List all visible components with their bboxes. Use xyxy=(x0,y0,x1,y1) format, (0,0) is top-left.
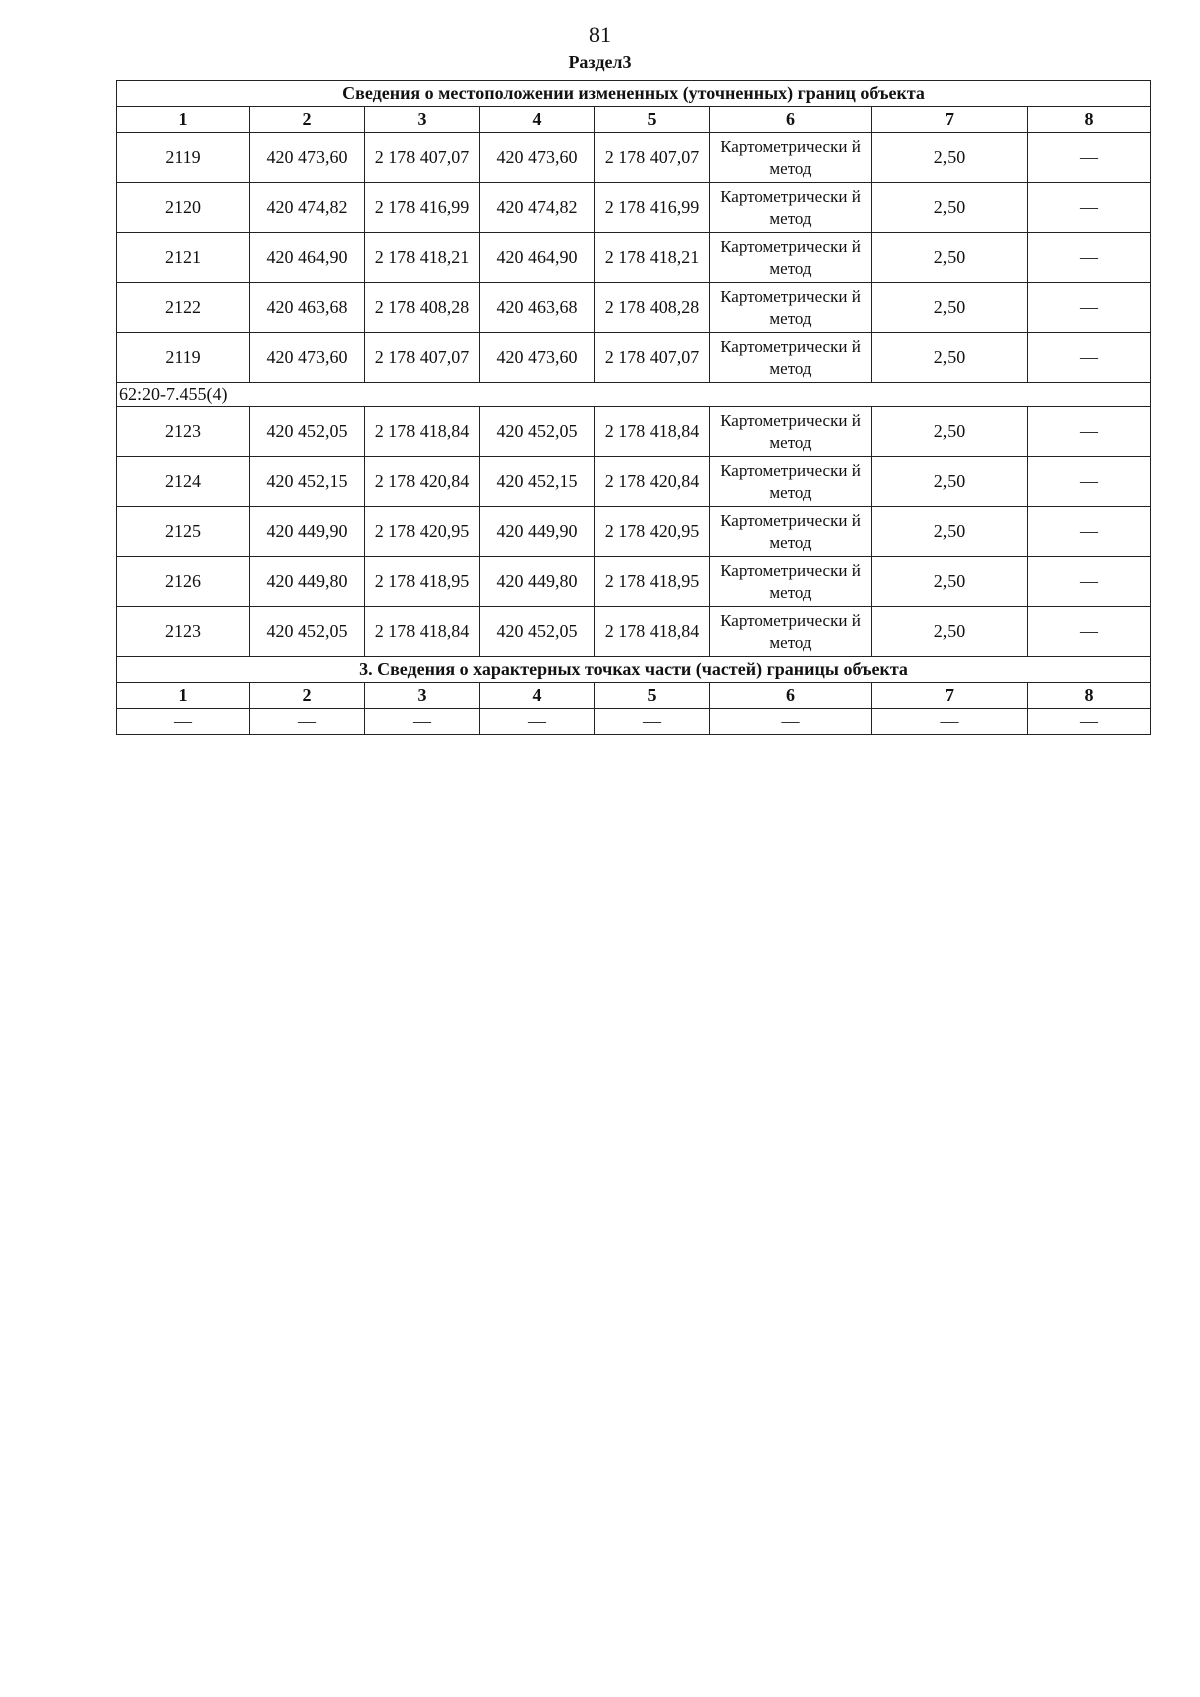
table-cell: Картометрически й метод xyxy=(710,133,872,183)
table-row xyxy=(117,607,1151,657)
table-cell: 420 474,82 xyxy=(250,183,365,233)
table-cell: Картометрически й метод xyxy=(710,507,872,557)
table-cell: Картометрически й метод xyxy=(710,333,872,383)
table-cell: — xyxy=(1028,283,1151,333)
table-cell: 2 178 416,99 xyxy=(365,183,480,233)
group-label-row xyxy=(117,383,1151,407)
table-cell: 2,50 xyxy=(872,607,1028,657)
table-cell: — xyxy=(1028,133,1151,183)
table-cell: 420 449,90 xyxy=(250,507,365,557)
table-cell: 2,50 xyxy=(872,457,1028,507)
table-cell: 2 178 418,84 xyxy=(365,407,480,457)
table-cell: 2,50 xyxy=(872,133,1028,183)
table-row xyxy=(117,407,1151,457)
table-cell: — xyxy=(595,709,710,735)
table-cell: 420 452,05 xyxy=(480,407,595,457)
table-cell: 2 178 418,84 xyxy=(595,607,710,657)
table-cell: 2 178 420,84 xyxy=(595,457,710,507)
table-cell: 2123 xyxy=(117,407,250,457)
table-cell: 420 449,90 xyxy=(480,507,595,557)
section3-caption: 3. Сведения о характерных точках части (частей) границы объекта xyxy=(117,657,1151,683)
table-cell: 420 464,90 xyxy=(480,233,595,283)
table-cell: — xyxy=(1028,507,1151,557)
page-number: 81 xyxy=(589,22,611,47)
table-cell: 2,50 xyxy=(872,233,1028,283)
table-cell: 420 452,15 xyxy=(480,457,595,507)
column-number: 3 xyxy=(365,107,480,133)
column-number: 7 xyxy=(872,683,1028,709)
table-cell: 420 463,68 xyxy=(250,283,365,333)
table-cell: Картометрически й метод xyxy=(710,283,872,333)
table-cell: 2122 xyxy=(117,283,250,333)
table-cell: Картометрически й метод xyxy=(710,233,872,283)
table-cell: 420 463,68 xyxy=(480,283,595,333)
table-cell: 2,50 xyxy=(872,183,1028,233)
table-cell: 2 178 418,84 xyxy=(365,607,480,657)
column-number: 2 xyxy=(250,107,365,133)
table-cell: Картометрически й метод xyxy=(710,607,872,657)
column-number-row xyxy=(117,107,1151,133)
table-cell: — xyxy=(1028,557,1151,607)
table-cell: 420 449,80 xyxy=(480,557,595,607)
table-cell: 2 178 420,95 xyxy=(595,507,710,557)
column-number: 7 xyxy=(872,107,1028,133)
column-number: 6 xyxy=(710,107,872,133)
table-cell: 2126 xyxy=(117,557,250,607)
table-caption-row xyxy=(117,81,1151,107)
boundary-coordinates-table xyxy=(116,80,1151,735)
table-cell: — xyxy=(1028,407,1151,457)
table-cell: — xyxy=(1028,607,1151,657)
table-cell: 420 473,60 xyxy=(250,133,365,183)
table-cell: 2 178 407,07 xyxy=(365,333,480,383)
table-row xyxy=(117,183,1151,233)
column-number: 8 xyxy=(1028,683,1151,709)
column-number: 1 xyxy=(117,683,250,709)
table-cell: Картометрически й метод xyxy=(710,407,872,457)
table-cell: Картометрически й метод xyxy=(710,457,872,507)
table-cell: 2119 xyxy=(117,333,250,383)
table-cell: — xyxy=(872,709,1028,735)
section-label: Раздел3 xyxy=(568,52,632,72)
column-number: 2 xyxy=(250,683,365,709)
group-label: 62:20-7.455(4) xyxy=(117,383,1151,407)
table-cell: 420 473,60 xyxy=(480,133,595,183)
table-cell: 420 452,05 xyxy=(250,407,365,457)
column-number: 8 xyxy=(1028,107,1151,133)
table-row xyxy=(117,507,1151,557)
table-cell: 420 464,90 xyxy=(250,233,365,283)
column-number: 6 xyxy=(710,683,872,709)
section3-row xyxy=(117,709,1151,735)
table-cell: 2 178 407,07 xyxy=(595,133,710,183)
table-cell: 2 178 420,84 xyxy=(365,457,480,507)
column-number: 5 xyxy=(595,107,710,133)
table-cell: 2 178 407,07 xyxy=(595,333,710,383)
table-cell: 420 452,05 xyxy=(480,607,595,657)
table-cell: 2,50 xyxy=(872,557,1028,607)
table-cell: — xyxy=(250,709,365,735)
table-row xyxy=(117,133,1151,183)
table-cell: 2 178 416,99 xyxy=(595,183,710,233)
table-cell: 2 178 418,21 xyxy=(595,233,710,283)
table-cell: 2 178 408,28 xyxy=(595,283,710,333)
table-cell: 2 178 408,28 xyxy=(365,283,480,333)
table-cell: 2,50 xyxy=(872,507,1028,557)
table-cell: 2123 xyxy=(117,607,250,657)
table-cell: 420 474,82 xyxy=(480,183,595,233)
table-cell: 2 178 407,07 xyxy=(365,133,480,183)
table-cell: 420 473,60 xyxy=(480,333,595,383)
table-cell: — xyxy=(365,709,480,735)
table-cell: 2,50 xyxy=(872,283,1028,333)
column-number: 5 xyxy=(595,683,710,709)
table-row xyxy=(117,557,1151,607)
table-caption: Сведения о местоположении измененных (уточненных) границ объекта xyxy=(117,81,1151,107)
section3-column-number-row xyxy=(117,683,1151,709)
table-cell: 2 178 418,21 xyxy=(365,233,480,283)
table-cell: 420 452,05 xyxy=(250,607,365,657)
section3-caption-row xyxy=(117,657,1151,683)
column-number: 3 xyxy=(365,683,480,709)
table-row xyxy=(117,233,1151,283)
column-number: 4 xyxy=(480,107,595,133)
table-cell: 420 452,15 xyxy=(250,457,365,507)
table-cell: 2125 xyxy=(117,507,250,557)
column-number: 1 xyxy=(117,107,250,133)
table-row xyxy=(117,283,1151,333)
column-number: 4 xyxy=(480,683,595,709)
table-cell: — xyxy=(1028,709,1151,735)
table-cell: 2 178 418,95 xyxy=(595,557,710,607)
table-cell: — xyxy=(710,709,872,735)
table-row xyxy=(117,333,1151,383)
table-cell: 2,50 xyxy=(872,333,1028,383)
table-cell: 2 178 418,95 xyxy=(365,557,480,607)
table-cell: 2,50 xyxy=(872,407,1028,457)
table-cell: — xyxy=(117,709,250,735)
table-cell: 420 473,60 xyxy=(250,333,365,383)
table-cell: 2 178 418,84 xyxy=(595,407,710,457)
table-cell: 2121 xyxy=(117,233,250,283)
table-cell: — xyxy=(1028,183,1151,233)
table-cell: 2119 xyxy=(117,133,250,183)
table-cell: 420 449,80 xyxy=(250,557,365,607)
table-cell: — xyxy=(1028,457,1151,507)
table-cell: Картометрически й метод xyxy=(710,183,872,233)
table-cell: — xyxy=(1028,233,1151,283)
table-cell: — xyxy=(480,709,595,735)
table-cell: Картометрически й метод xyxy=(710,557,872,607)
table-cell: 2124 xyxy=(117,457,250,507)
table-cell: — xyxy=(1028,333,1151,383)
table-row xyxy=(117,457,1151,507)
table-cell: 2 178 420,95 xyxy=(365,507,480,557)
table-cell: 2120 xyxy=(117,183,250,233)
